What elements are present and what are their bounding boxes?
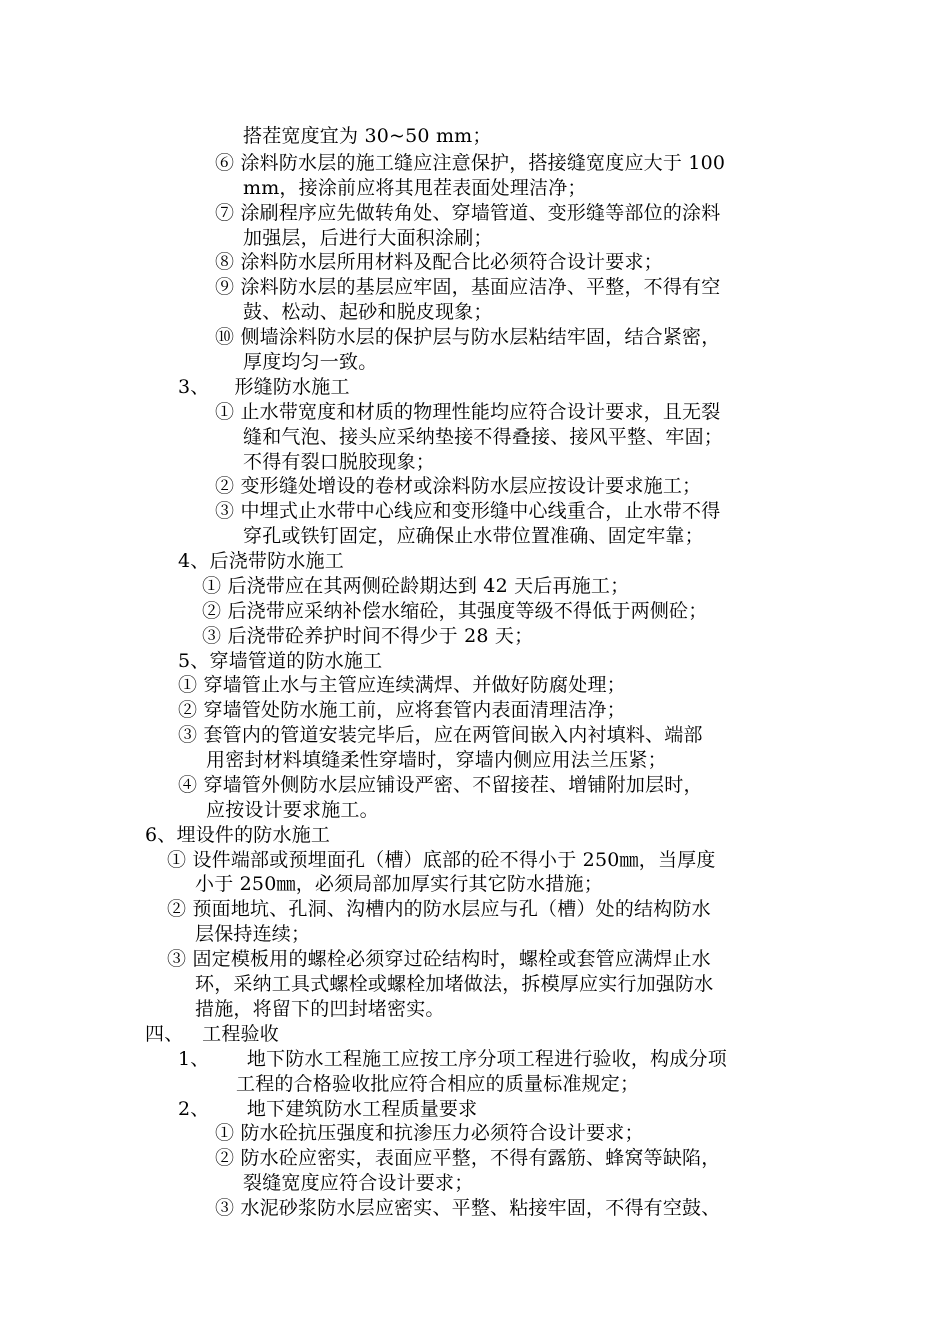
text-line: 不得有裂口脱胶现象；: [243, 451, 436, 473]
list-item: ⑦ 涂刷程序应先做转角处、穿墙管道、变形缝等部位的涂料: [215, 202, 721, 224]
section-heading: 5、穿墙管道的防水施工: [178, 650, 383, 672]
text-line: 环，采纳工具式螺栓或螺栓加堵做法，拆模厚应实行加强防水: [195, 973, 714, 995]
text-line: 层保持连续；: [195, 923, 311, 945]
text-line: 用密封材料填缝柔性穿墙时，穿墙内侧应用法兰压紧；: [206, 749, 667, 771]
list-item: 1、 地下防水工程施工应按工序分项工程进行验收，构成分项: [178, 1048, 727, 1070]
list-item: ① 设件端部或预埋面孔（槽）底部的砼不得小于 250㎜，当厚度: [167, 849, 716, 871]
section-heading: 4、后浇带防水施工: [178, 550, 344, 572]
text-line: 工程的合格验收批应符合相应的质量标准规定；: [236, 1073, 640, 1095]
list-item: ① 防水砼抗压强度和抗渗压力必须符合设计要求；: [215, 1122, 644, 1144]
list-item: ② 变形缝处增设的卷材或涂料防水层应按设计要求施工；: [215, 475, 702, 497]
list-item: ⑥ 涂料防水层的施工缝应注意保护，搭接缝宽度应大于 100: [215, 152, 726, 174]
text-line: 措施，将留下的凹封堵密实。: [195, 998, 445, 1020]
list-item: ③ 中埋式止水带中心线应和变形缝中心线重合，止水带不得: [215, 500, 721, 522]
list-item: ③ 固定模板用的螺栓必须穿过砼结构时，螺栓或套管应满焊止水: [167, 948, 711, 970]
text-line: 缝和气泡、接头应采纳垫接不得叠接、接风平整、牢固；: [243, 426, 724, 448]
text-line: 穿孔或铁钉固定，应确保止水带位置准确、固定牢靠；: [243, 525, 704, 547]
list-item: ③ 套管内的管道安装完毕后，应在两管间嵌入内衬填料、端部: [178, 724, 703, 746]
list-item: ② 防水砼应密实，表面应平整，不得有露筋、蜂窝等缺陷，: [215, 1147, 721, 1169]
list-item: ① 穿墙管止水与主管应连续满焊、并做好防腐处理；: [178, 674, 626, 696]
section-heading: 6、埋设件的防水施工: [145, 824, 331, 846]
text-line: 搭茬宽度宜为 30~50 mm；: [243, 125, 492, 147]
list-item: ① 后浇带应在其两侧砼龄期达到 42 天后再施工；: [202, 575, 630, 597]
text-line: 应按设计要求施工。: [206, 799, 379, 821]
list-item: ⑨ 涂料防水层的基层应牢固，基面应洁净、平整，不得有空: [215, 276, 721, 298]
chapter-heading: 四、 工程验收: [145, 1023, 279, 1045]
list-item: ③ 水泥砂浆防水层应密实、平整、粘接牢固，不得有空鼓、: [215, 1197, 721, 1219]
list-item: ③ 后浇带砼养护时间不得少于 28 天；: [202, 625, 534, 647]
section-heading: 3、 形缝防水施工: [178, 376, 350, 398]
list-item: ④ 穿墙管外侧防水层应铺设严密、不留接茬、增铺附加层时，: [178, 774, 703, 796]
text-line: 加强层，后进行大面积涂刷；: [243, 227, 493, 249]
section-heading: 2、 地下建筑防水工程质量要求: [178, 1098, 478, 1120]
list-item: ⑧ 涂料防水层所用材料及配合比必须符合设计要求；: [215, 251, 663, 273]
text-line: mm，接涂前应将其甩茬表面处理洁净；: [243, 177, 587, 199]
list-item: ② 后浇带应采纳补偿水缩砼，其强度等级不得低于两侧砼；: [202, 600, 708, 622]
text-line: 鼓、松动、起砂和脱皮现象；: [243, 301, 493, 323]
list-item: ① 止水带宽度和材质的物理性能均应符合设计要求，且无裂: [215, 401, 721, 423]
text-line: 小于 250㎜，必须局部加厚实行其它防水措施；: [195, 873, 603, 895]
text-line: 裂缝宽度应符合设计要求；: [243, 1172, 474, 1194]
list-item: ⑩ 侧墙涂料防水层的保护层与防水层粘结牢固，结合紧密，: [215, 326, 721, 348]
list-item: ② 预面地坑、孔洞、沟槽内的防水层应与孔（槽）处的结构防水: [167, 898, 711, 920]
text-line: 厚度均匀一致。: [243, 351, 378, 373]
list-item: ② 穿墙管处防水施工前，应将套管内表面清理洁净；: [178, 699, 626, 721]
